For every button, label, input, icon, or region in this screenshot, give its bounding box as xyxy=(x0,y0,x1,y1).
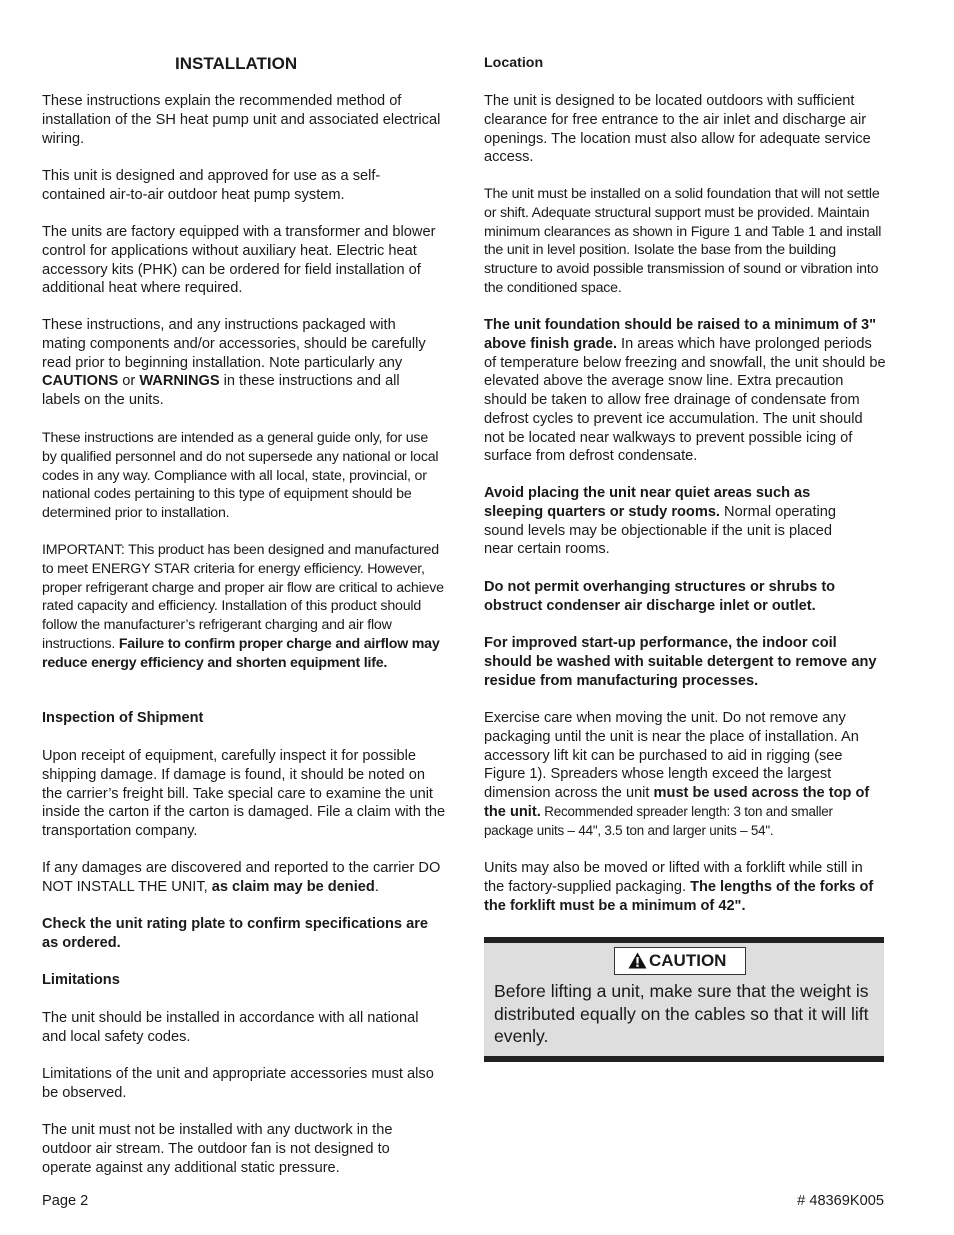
spreader-length-text: Recommended spreader length: 3 ton and smaller package units – 44", 3.5 ton and larger units – 54". xyxy=(484,803,833,838)
rating-plate-paragraph: Check the unit rating plate to confirm specifications are as ordered. xyxy=(42,916,429,951)
foundation-paragraph: The unit must be installed on a solid foundation that will not settle or shift. Adequate structural support must be provided. Maintain minimum clearances as shown in Figure 1 and Table 1 and install the unit in level position. Isolate the base from the building structure to avoid possible transmission of sound or vibration into the conditioned space. xyxy=(484,186,882,296)
safety-codes-paragraph: The unit should be installed in accordance with all national and local safety codes. xyxy=(42,1010,419,1045)
intro-paragraph: These instructions explain the recommended method of installation of the SH heat pump unit and associated electrical wiring. xyxy=(42,93,441,147)
text-run: These instructions, and any instructions packaged with mating components and/or accessories, should be carefully read prior to beginning installation. Note particularly any xyxy=(42,317,426,371)
claim-emphasis: as claim may be denied xyxy=(211,878,375,895)
caution-box xyxy=(484,937,884,1062)
damage-paragraph xyxy=(42,859,444,897)
warnings-emphasis: WARNINGS xyxy=(139,373,220,390)
caution-label-text: CAUTION xyxy=(649,951,727,970)
indoor-coil-paragraph: For improved start-up performance, the indoor coil should be washed with suitable detergent to remove any residue from manufacturing processes. xyxy=(484,635,877,689)
forklift-emphasis: The lengths of the forks of the forklift must be a minimum of 42". xyxy=(484,878,874,914)
location-heading: Location xyxy=(484,55,544,71)
quiet-areas-paragraph xyxy=(484,484,864,559)
document-number: # 48369K005 xyxy=(797,1193,884,1209)
text-run: or xyxy=(118,373,140,390)
spreader-emphasis: must be used across the top of the unit. xyxy=(484,785,870,820)
quiet-areas-emphasis: Avoid placing the unit near quiet areas such as sleeping quarters or study rooms. xyxy=(484,485,811,520)
read-instructions-paragraph xyxy=(42,316,437,410)
factory-equipment-paragraph: The units are factory equipped with a transformer and blower control for applications without auxiliary heat. Electric heat accessory kits (PHK) can be ordered for field installation of additional heat where required. xyxy=(42,224,436,297)
text-run: . xyxy=(374,878,379,895)
text-run: Units may also be moved or lifted with a forklift while still in the factory-supplied packaging. xyxy=(484,860,863,895)
moving-unit-paragraph xyxy=(484,709,882,840)
inspection-heading: Inspection of Shipment xyxy=(42,710,204,726)
important-paragraph xyxy=(42,541,446,672)
location-paragraph: The unit is designed to be located outdoors with sufficient clearance for free entrance to the air inlet and discharge air openings. The location must also allow for adequate service access. xyxy=(484,93,871,166)
text-run: If any damages are discovered and reported to the carrier DO NOT INSTALL THE UNIT, xyxy=(42,860,441,895)
page-number: Page 2 xyxy=(42,1193,89,1209)
installation-heading: INSTALLATION xyxy=(175,54,298,73)
text-run: Exercise care when moving the unit. Do not remove any packaging until the unit is near the place of installation. An accessory lift kit can be purchased to aid in rigging (see Figure 1). Spreaders whose length exceed the largest dimension across the unit xyxy=(484,710,859,801)
raised-emphasis: The unit foundation should be raised to a minimum of 3" above finish grade. xyxy=(484,317,877,352)
cautions-emphasis: CAUTIONS xyxy=(42,373,119,390)
text-run: In areas which have prolonged periods of temperature below freezing and snowfall, the unit should be elevated above the average snow line. Extra precaution should be taken to allow free drainage of condensate from defrost cycles to prevent ice accumulation. The unit should not be located near walkways to prevent possible icing of surface from defrost condensate. xyxy=(484,335,886,465)
text-run: in these instructions and all labels on the units. xyxy=(42,373,400,408)
caution-label xyxy=(614,947,746,975)
raised-foundation-paragraph xyxy=(484,316,886,466)
limitations-heading: Limitations xyxy=(42,972,120,988)
important-emphasis: Failure to confirm proper charge and airflow may reduce energy efficiency and shorten equipment life. xyxy=(42,635,440,671)
general-guide-paragraph: These instructions are intended as a general guide only, for use by qualified personnel and do not supersede any national or local codes in any way. Compliance with all local, state, provincial, or national codes pertaining to this type of equipment should be determined prior to installation. xyxy=(42,430,439,521)
overhanging-paragraph: Do not permit overhanging structures or shrubs to obstruct condenser air discharge inlet or outlet. xyxy=(484,579,836,614)
text-run: IMPORTANT: This product has been designed and manufactured to meet ENERGY STAR criteria for energy efficiency. However, proper refrigerant charge and proper air flow are critical to achieve rated capacity and efficiency. Installation of this product should follow the manufacturer’s refrigerant charging and air flow instructions. xyxy=(42,542,444,652)
forklift-paragraph xyxy=(484,859,879,915)
inspection-paragraph: Upon receipt of equipment, carefully inspect it for possible shipping damage. If damage is found, it should be noted on the carrier’s freight bill. Take special care to examine the unit inside the carton if the carton is damaged. File a claim with the transportation company. xyxy=(42,748,446,839)
warning-triangle-icon xyxy=(628,952,647,969)
ductwork-paragraph: The unit must not be installed with any ductwork in the outdoor air stream. The outdoor fan is not designed to operate against any additional static pressure. xyxy=(42,1122,393,1176)
design-paragraph: This unit is designed and approved for use as a self-contained air-to-air outdoor heat pump system. xyxy=(42,168,381,203)
accessories-paragraph: Limitations of the unit and appropriate accessories must also be observed. xyxy=(42,1066,434,1101)
text-run: Normal operating sound levels may be objectionable if the unit is placed near certain rooms. xyxy=(484,503,836,558)
caution-text: Before lifting a unit, make sure that the weight is distributed equally on the cables so that it will lift evenly. xyxy=(494,981,869,1046)
